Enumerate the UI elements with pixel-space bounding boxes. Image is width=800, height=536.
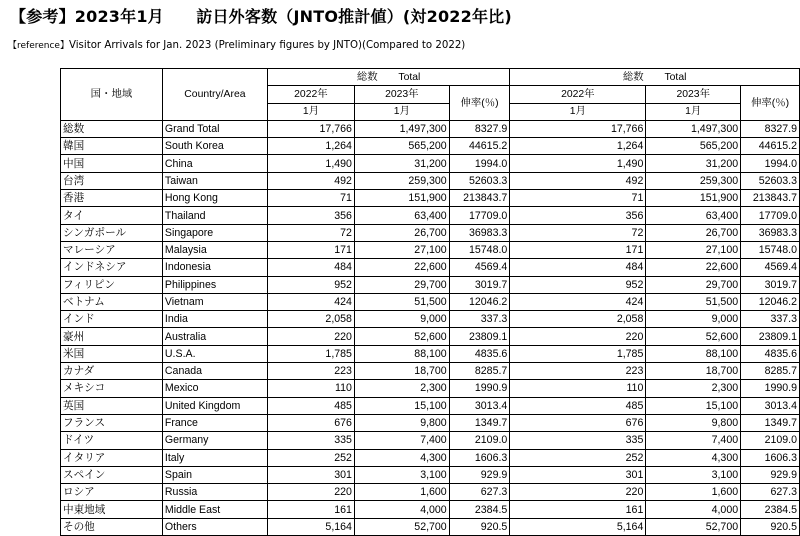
cell-country-jp: ベトナム — [61, 293, 163, 310]
cell-country-en: Middle East — [162, 501, 267, 518]
cell-country-jp: インドネシア — [61, 259, 163, 276]
cell-growth-b: 4835.6 — [741, 345, 800, 362]
cell-2023-a: 22,600 — [354, 259, 449, 276]
cell-country-jp: 中東地域 — [61, 501, 163, 518]
cell-2022-b: 952 — [510, 276, 646, 293]
cell-country-en: United Kingdom — [162, 397, 267, 414]
header-2023-year-2: 2023年 — [646, 86, 741, 103]
header-total-group-1: 総数 Total — [267, 69, 509, 86]
cell-2023-a: 52,600 — [354, 328, 449, 345]
cell-country-en: U.S.A. — [162, 345, 267, 362]
cell-growth-a: 929.9 — [449, 466, 510, 483]
cell-growth-b: 920.5 — [741, 518, 800, 535]
visitor-arrivals-table — [60, 68, 800, 536]
cell-2023-a: 52,700 — [354, 518, 449, 535]
header-country-en: Country/Area — [162, 69, 267, 121]
cell-2023-a: 15,100 — [354, 397, 449, 414]
cell-growth-b: 929.9 — [741, 466, 800, 483]
cell-growth-b: 1349.7 — [741, 414, 800, 431]
cell-country-en: Mexico — [162, 380, 267, 397]
cell-2022-b: 220 — [510, 328, 646, 345]
cell-growth-a: 627.3 — [449, 484, 510, 501]
cell-2022-a: 71 — [267, 190, 354, 207]
cell-2022-a: 2,058 — [267, 311, 354, 328]
cell-country-jp: インド — [61, 311, 163, 328]
cell-growth-b: 1990.9 — [741, 380, 800, 397]
cell-2022-a: 1,264 — [267, 138, 354, 155]
cell-2022-a: 952 — [267, 276, 354, 293]
cell-country-jp: 米国 — [61, 345, 163, 362]
cell-2022-a: 223 — [267, 363, 354, 380]
table-row — [61, 380, 800, 397]
cell-2023-b: 2,300 — [646, 380, 741, 397]
cell-country-en: Taiwan — [162, 172, 267, 189]
cell-country-jp: 台湾 — [61, 172, 163, 189]
cell-growth-a: 1349.7 — [449, 414, 510, 431]
cell-country-jp: カナダ — [61, 363, 163, 380]
header-total-group-2: 総数 Total — [510, 69, 800, 86]
cell-country-jp: イタリア — [61, 449, 163, 466]
cell-country-en: Hong Kong — [162, 190, 267, 207]
cell-country-en: France — [162, 414, 267, 431]
cell-growth-a: 36983.3 — [449, 224, 510, 241]
table-row — [61, 172, 800, 189]
cell-2022-a: 356 — [267, 207, 354, 224]
cell-2023-a: 7,400 — [354, 432, 449, 449]
page-subtitle — [8, 38, 465, 51]
cell-2023-b: 151,900 — [646, 190, 741, 207]
cell-2023-b: 9,000 — [646, 311, 741, 328]
cell-2023-b: 15,100 — [646, 397, 741, 414]
table-row — [61, 259, 800, 276]
cell-2023-b: 88,100 — [646, 345, 741, 362]
header-growth-2: 伸率(％) — [741, 86, 800, 121]
cell-2022-b: 1,264 — [510, 138, 646, 155]
cell-2022-a: 220 — [267, 328, 354, 345]
cell-growth-a: 920.5 — [449, 518, 510, 535]
cell-2023-a: 29,700 — [354, 276, 449, 293]
cell-2022-a: 171 — [267, 241, 354, 258]
cell-country-jp: 中国 — [61, 155, 163, 172]
cell-growth-b: 627.3 — [741, 484, 800, 501]
table-row — [61, 363, 800, 380]
table-row — [61, 449, 800, 466]
table-row — [61, 484, 800, 501]
cell-growth-b: 3013.4 — [741, 397, 800, 414]
cell-2022-b: 161 — [510, 501, 646, 518]
cell-2023-a: 4,000 — [354, 501, 449, 518]
cell-2022-a: 492 — [267, 172, 354, 189]
table-row — [61, 432, 800, 449]
subtitle-reference-tag: 【reference】 — [8, 41, 69, 51]
cell-growth-b: 337.3 — [741, 311, 800, 328]
cell-growth-a: 8327.9 — [449, 120, 510, 137]
cell-2023-a: 151,900 — [354, 190, 449, 207]
cell-growth-b: 8327.9 — [741, 120, 800, 137]
cell-country-jp: マレーシア — [61, 241, 163, 258]
cell-growth-a: 2109.0 — [449, 432, 510, 449]
table-row — [61, 207, 800, 224]
cell-2022-b: 17,766 — [510, 120, 646, 137]
cell-2023-b: 51,500 — [646, 293, 741, 310]
cell-country-en: South Korea — [162, 138, 267, 155]
cell-2022-a: 161 — [267, 501, 354, 518]
cell-2022-a: 484 — [267, 259, 354, 276]
cell-2023-b: 27,100 — [646, 241, 741, 258]
cell-country-jp: 総数 — [61, 120, 163, 137]
cell-growth-a: 337.3 — [449, 311, 510, 328]
cell-2023-a: 26,700 — [354, 224, 449, 241]
cell-growth-b: 1994.0 — [741, 155, 800, 172]
table-body — [61, 120, 800, 535]
cell-2022-b: 484 — [510, 259, 646, 276]
cell-country-en: Indonesia — [162, 259, 267, 276]
cell-2022-b: 2,058 — [510, 311, 646, 328]
cell-country-en: Grand Total — [162, 120, 267, 137]
cell-2022-b: 220 — [510, 484, 646, 501]
cell-2023-b: 4,000 — [646, 501, 741, 518]
cell-2022-a: 301 — [267, 466, 354, 483]
table-row-total — [61, 120, 800, 137]
cell-2023-a: 565,200 — [354, 138, 449, 155]
cell-country-jp: ドイツ — [61, 432, 163, 449]
cell-2022-a: 110 — [267, 380, 354, 397]
cell-2022-b: 492 — [510, 172, 646, 189]
cell-2023-b: 1,497,300 — [646, 120, 741, 137]
cell-growth-a: 1994.0 — [449, 155, 510, 172]
cell-country-jp: その他 — [61, 518, 163, 535]
cell-growth-a: 213843.7 — [449, 190, 510, 207]
cell-2023-b: 29,700 — [646, 276, 741, 293]
cell-2022-b: 223 — [510, 363, 646, 380]
cell-2023-a: 51,500 — [354, 293, 449, 310]
cell-2023-b: 259,300 — [646, 172, 741, 189]
cell-2023-b: 52,600 — [646, 328, 741, 345]
cell-2022-b: 424 — [510, 293, 646, 310]
cell-growth-a: 1606.3 — [449, 449, 510, 466]
cell-country-jp: メキシコ — [61, 380, 163, 397]
cell-country-jp: シンガポール — [61, 224, 163, 241]
header-2023-year-1: 2023年 — [354, 86, 449, 103]
header-2023-month-2: 1月 — [646, 103, 741, 120]
cell-2022-b: 485 — [510, 397, 646, 414]
table-row — [61, 190, 800, 207]
cell-country-en: Germany — [162, 432, 267, 449]
table-row — [61, 155, 800, 172]
cell-2023-b: 18,700 — [646, 363, 741, 380]
cell-growth-b: 2109.0 — [741, 432, 800, 449]
cell-growth-b: 44615.2 — [741, 138, 800, 155]
table-row — [61, 345, 800, 362]
cell-growth-a: 4569.4 — [449, 259, 510, 276]
cell-2022-a: 485 — [267, 397, 354, 414]
cell-growth-a: 3013.4 — [449, 397, 510, 414]
cell-growth-b: 52603.3 — [741, 172, 800, 189]
cell-growth-a: 17709.0 — [449, 207, 510, 224]
cell-2022-a: 252 — [267, 449, 354, 466]
cell-country-en: Philippines — [162, 276, 267, 293]
table-row — [61, 311, 800, 328]
cell-country-en: Spain — [162, 466, 267, 483]
cell-2023-a: 259,300 — [354, 172, 449, 189]
header-2022-month-2: 1月 — [510, 103, 646, 120]
cell-2022-b: 171 — [510, 241, 646, 258]
cell-growth-b: 4569.4 — [741, 259, 800, 276]
cell-growth-b: 2384.5 — [741, 501, 800, 518]
cell-2023-a: 31,200 — [354, 155, 449, 172]
cell-2022-a: 1,490 — [267, 155, 354, 172]
table-row — [61, 501, 800, 518]
cell-country-jp: タイ — [61, 207, 163, 224]
cell-country-en: Vietnam — [162, 293, 267, 310]
cell-country-jp: ロシア — [61, 484, 163, 501]
cell-2022-a: 220 — [267, 484, 354, 501]
cell-2023-b: 52,700 — [646, 518, 741, 535]
cell-growth-a: 1990.9 — [449, 380, 510, 397]
cell-country-en: Australia — [162, 328, 267, 345]
header-2022-month-1: 1月 — [267, 103, 354, 120]
cell-2023-b: 565,200 — [646, 138, 741, 155]
cell-growth-b: 3019.7 — [741, 276, 800, 293]
cell-2023-a: 1,497,300 — [354, 120, 449, 137]
cell-2023-a: 1,600 — [354, 484, 449, 501]
cell-growth-b: 17709.0 — [741, 207, 800, 224]
cell-country-jp: フランス — [61, 414, 163, 431]
cell-2023-a: 3,100 — [354, 466, 449, 483]
cell-2023-b: 7,400 — [646, 432, 741, 449]
cell-2023-b: 9,800 — [646, 414, 741, 431]
header-2023-month-1: 1月 — [354, 103, 449, 120]
cell-growth-a: 52603.3 — [449, 172, 510, 189]
cell-growth-a: 12046.2 — [449, 293, 510, 310]
cell-country-en: China — [162, 155, 267, 172]
cell-2022-b: 110 — [510, 380, 646, 397]
cell-growth-b: 213843.7 — [741, 190, 800, 207]
cell-country-en: Canada — [162, 363, 267, 380]
cell-2022-b: 1,490 — [510, 155, 646, 172]
cell-country-en: Malaysia — [162, 241, 267, 258]
table-row — [61, 293, 800, 310]
cell-growth-b: 23809.1 — [741, 328, 800, 345]
cell-2023-a: 2,300 — [354, 380, 449, 397]
cell-2022-b: 252 — [510, 449, 646, 466]
cell-2022-a: 17,766 — [267, 120, 354, 137]
header-country-jp: 国・地域 — [61, 69, 163, 121]
table-row — [61, 138, 800, 155]
cell-growth-a: 2384.5 — [449, 501, 510, 518]
cell-growth-a: 15748.0 — [449, 241, 510, 258]
cell-growth-a: 3019.7 — [449, 276, 510, 293]
cell-growth-b: 1606.3 — [741, 449, 800, 466]
cell-2023-a: 9,000 — [354, 311, 449, 328]
cell-2022-b: 356 — [510, 207, 646, 224]
cell-country-en: Russia — [162, 484, 267, 501]
cell-2023-a: 63,400 — [354, 207, 449, 224]
cell-2023-b: 31,200 — [646, 155, 741, 172]
table-row — [61, 397, 800, 414]
cell-country-jp: スペイン — [61, 466, 163, 483]
cell-growth-b: 15748.0 — [741, 241, 800, 258]
cell-2023-a: 27,100 — [354, 241, 449, 258]
table-row — [61, 518, 800, 535]
cell-country-jp: 豪州 — [61, 328, 163, 345]
cell-2022-b: 1,785 — [510, 345, 646, 362]
cell-2023-b: 3,100 — [646, 466, 741, 483]
cell-growth-a: 44615.2 — [449, 138, 510, 155]
table-row — [61, 328, 800, 345]
cell-2023-a: 18,700 — [354, 363, 449, 380]
cell-growth-a: 23809.1 — [449, 328, 510, 345]
header-growth-1: 伸率(％) — [449, 86, 510, 121]
cell-growth-b: 12046.2 — [741, 293, 800, 310]
cell-country-jp: 香港 — [61, 190, 163, 207]
cell-2022-a: 5,164 — [267, 518, 354, 535]
table-row — [61, 276, 800, 293]
cell-2022-a: 424 — [267, 293, 354, 310]
cell-2022-a: 72 — [267, 224, 354, 241]
cell-2022-a: 335 — [267, 432, 354, 449]
cell-country-jp: 英国 — [61, 397, 163, 414]
cell-2023-b: 4,300 — [646, 449, 741, 466]
cell-2022-a: 676 — [267, 414, 354, 431]
cell-growth-b: 8285.7 — [741, 363, 800, 380]
cell-growth-a: 4835.6 — [449, 345, 510, 362]
cell-country-en: Others — [162, 518, 267, 535]
cell-2023-b: 1,600 — [646, 484, 741, 501]
cell-2022-b: 71 — [510, 190, 646, 207]
cell-2023-b: 26,700 — [646, 224, 741, 241]
page-title: 【参考】2023年1月 訪日外客数（JNTO推計値）(対2022年比) — [10, 7, 512, 26]
cell-country-en: Thailand — [162, 207, 267, 224]
table-row — [61, 414, 800, 431]
cell-country-en: Singapore — [162, 224, 267, 241]
cell-growth-b: 36983.3 — [741, 224, 800, 241]
cell-2023-b: 22,600 — [646, 259, 741, 276]
cell-2022-b: 5,164 — [510, 518, 646, 535]
cell-2022-b: 301 — [510, 466, 646, 483]
cell-2022-b: 676 — [510, 414, 646, 431]
header-2022-year-1: 2022年 — [267, 86, 354, 103]
subtitle-text: Visitor Arrivals for Jan. 2023 (Preliminary figures by JNTO)(Compared to 2022) — [68, 40, 466, 51]
table-row — [61, 241, 800, 258]
header-2022-year-2: 2022年 — [510, 86, 646, 103]
cell-2023-a: 4,300 — [354, 449, 449, 466]
cell-country-jp: フィリピン — [61, 276, 163, 293]
cell-country-en: India — [162, 311, 267, 328]
cell-country-en: Italy — [162, 449, 267, 466]
cell-growth-a: 8285.7 — [449, 363, 510, 380]
cell-2023-a: 88,100 — [354, 345, 449, 362]
cell-2022-a: 1,785 — [267, 345, 354, 362]
cell-2023-a: 9,800 — [354, 414, 449, 431]
cell-2022-b: 72 — [510, 224, 646, 241]
table-row — [61, 466, 800, 483]
cell-2023-b: 63,400 — [646, 207, 741, 224]
table-row — [61, 224, 800, 241]
cell-country-jp: 韓国 — [61, 138, 163, 155]
cell-2022-b: 335 — [510, 432, 646, 449]
